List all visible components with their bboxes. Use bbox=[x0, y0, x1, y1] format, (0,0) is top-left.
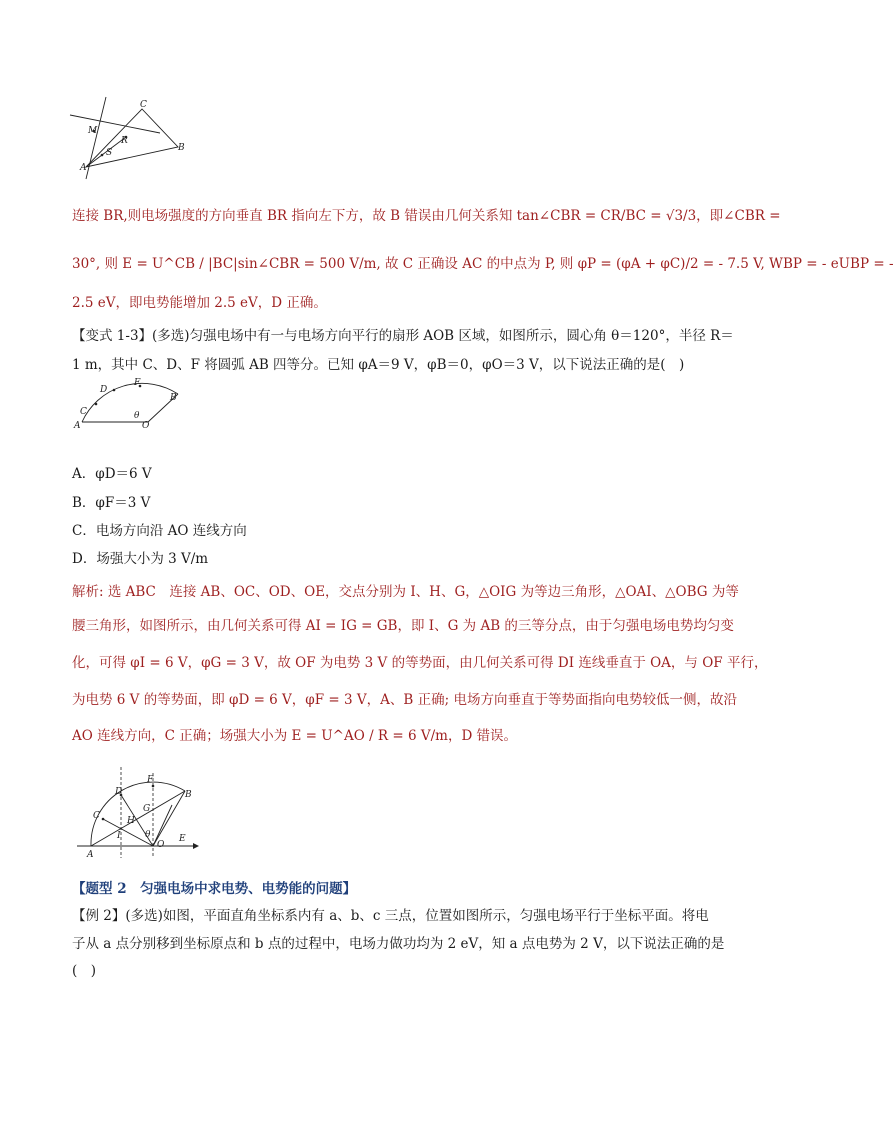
analysis-line3: 化，可得 φI = 6 V，φG = 3 V，故 OF 为电势 3 V 的等势面，由几何关系可得 DI 连线垂直于 OA，与 OF 平行， bbox=[72, 655, 768, 671]
figure-sector-analysis bbox=[75, 765, 205, 860]
solution1-line2: 30°, 则 E = U^CB / |BC|sin∠CBR = 500 V/m, 故 C 正确设 AC 的中点为 P, 则 φP = (φA + φC)/2 = - 7.5 V, WBP = - eUBP = - bbox=[72, 256, 894, 272]
figure-sector-aob bbox=[72, 378, 182, 430]
fig3-label-c: C bbox=[93, 811, 100, 821]
option-a: A．φD＝6 V bbox=[72, 466, 152, 482]
fig3-label-e: E bbox=[179, 834, 186, 844]
fig3-label-i: I bbox=[117, 831, 121, 841]
fig3-label-b: B bbox=[185, 790, 192, 800]
problem-line1: 【变式 1-3】(多选)匀强电场中有一与电场方向平行的扇形 AOB 区域，如图所示，圆心角 θ＝120°，半径 R＝ bbox=[72, 328, 734, 344]
example-line2: 子从 a 点分别移到坐标原点和 b 点的过程中，电场力做功均为 2 eV，知 a 点电势为 2 V，以下说法正确的是 bbox=[72, 936, 725, 952]
fig2-label-a: A bbox=[74, 421, 81, 431]
option-c: C．电场方向沿 AO 连线方向 bbox=[72, 523, 247, 539]
solution1-line1: 连接 BR,则电场强度的方向垂直 BR 指向左下方，故 B 错误由几何关系知 tan∠CBR = CR/BC = √3/3，即∠CBR = bbox=[72, 208, 781, 224]
fig3-label-o: O bbox=[157, 840, 165, 850]
problem-line2: 1 m，其中 C、D、F 将圆弧 AB 四等分。已知 φA＝9 V，φB＝0，φO＝3 V，以下说法正确的是( ) bbox=[72, 357, 685, 373]
fig3-label-theta: θ bbox=[145, 830, 151, 840]
fig1-label-m: M bbox=[88, 126, 98, 136]
fig1-label-b: B bbox=[178, 143, 185, 153]
figure-triangle-abc bbox=[68, 95, 198, 183]
example-line1: 【例 2】(多选)如图，平面直角坐标系内有 a、b、c 三点，位置如图所示，匀强电场平行于坐标平面。将电 bbox=[72, 908, 709, 924]
analysis-line1: 解析: 选 ABC 连接 AB、OC、OD、OE，交点分别为 I、H、G，△OIG 为等边三角形，△OAI、△OBG 为等 bbox=[72, 584, 739, 600]
fig3-label-f: F bbox=[147, 775, 154, 785]
fig3-label-h: H bbox=[127, 816, 135, 826]
fig1-label-r: R bbox=[121, 136, 128, 146]
fig3-label-d: D bbox=[115, 787, 123, 797]
fig2-label-b: B bbox=[170, 393, 177, 403]
analysis-line4: 为电势 6 V 的等势面，即 φD = 6 V，φF = 3 V，A、B 正确; 电场方向垂直于等势面指向电势较低一侧，故沿 bbox=[72, 692, 737, 708]
analysis-line5: AO 连线方向，C 正确；场强大小为 E = U^AO / R = 6 V/m，D 错误。 bbox=[72, 728, 518, 744]
fig3-label-g: G bbox=[143, 804, 151, 814]
option-b: B．φF＝3 V bbox=[72, 495, 151, 511]
topic-heading: 【题型 2 匀强电场中求电势、电势能的问题】 bbox=[72, 881, 357, 897]
solution1-line3: 2.5 eV，即电势能增加 2.5 eV，D 正确。 bbox=[72, 295, 327, 311]
option-d: D．场强大小为 3 V/m bbox=[72, 551, 209, 567]
fig1-label-c: C bbox=[140, 100, 147, 110]
fig2-label-theta: θ bbox=[134, 411, 140, 421]
fig1-label-s: S bbox=[106, 148, 113, 158]
fig2-label-c: C bbox=[80, 407, 87, 417]
analysis-line2: 腰三角形，如图所示，由几何关系可得 AI = IG = GB，即 I、G 为 AB 的三等分点，由于匀强电场电势均匀变 bbox=[72, 618, 734, 634]
fig2-label-o: O bbox=[142, 421, 150, 431]
example-line3: ( ) bbox=[72, 963, 97, 979]
fig2-label-d: D bbox=[100, 385, 108, 395]
fig3-label-a: A bbox=[87, 850, 94, 860]
fig2-label-f: F bbox=[134, 378, 141, 388]
fig1-label-a: A bbox=[80, 163, 87, 173]
